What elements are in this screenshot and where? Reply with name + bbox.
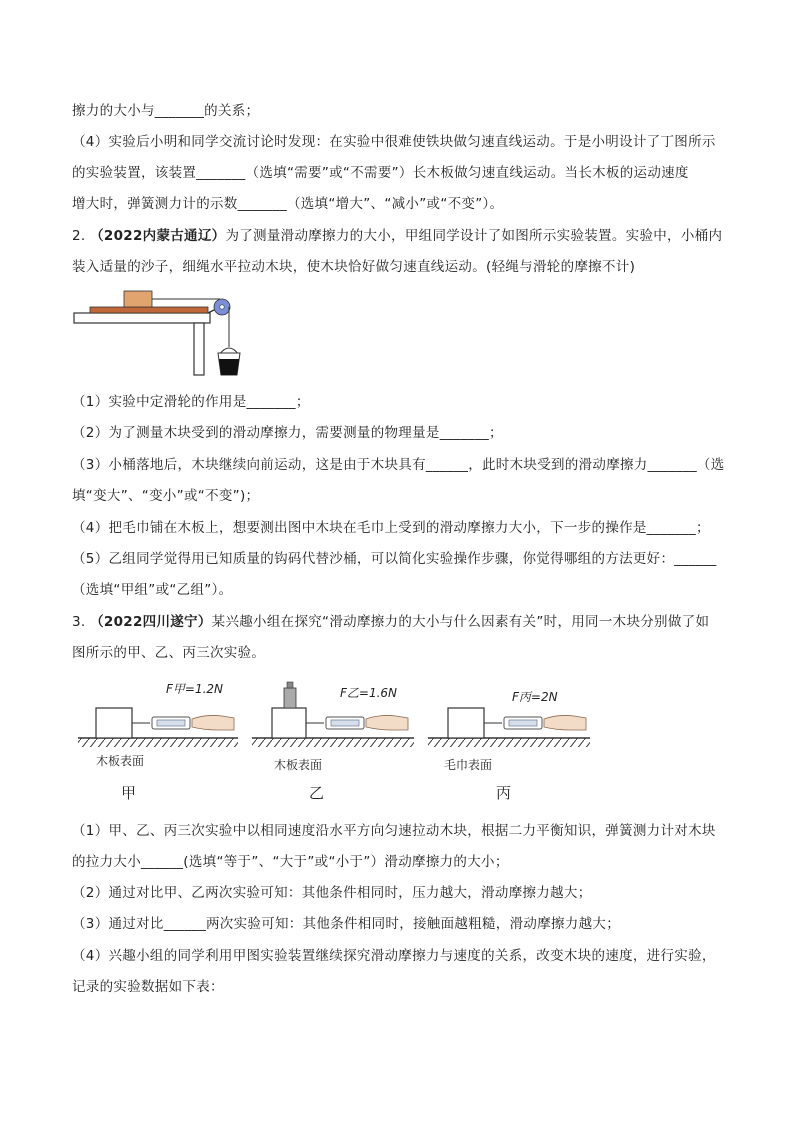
- question-3-line: [72, 612, 709, 632]
- friction-experiment-figure: [72, 670, 602, 750]
- text-line: （4）实验后小明和同学交流讨论时发现：在实验中很难使铁块做匀速直线运动。于是小明设计了丁图所示: [72, 134, 716, 150]
- text-line: （1）甲、乙、丙三次实验中以相同速度沿水平方向匀速拉动木块，根据二力平衡知识，弹簧测力计对木块: [72, 823, 716, 839]
- surface-label-jia: 木板表面: [96, 754, 145, 768]
- figure-label-bing: 丙: [496, 784, 512, 802]
- question-source: （2022内蒙古通辽）: [90, 228, 226, 244]
- setup-bing: [428, 708, 590, 747]
- surface-label-yi: 木板表面: [274, 758, 323, 772]
- text-line: 的实验装置，该装置_______（选填“需要”或“不需要”）长木板做匀速直线运动。当长木板的运动速度: [72, 165, 689, 181]
- text-line: （2）为了测量木块受到的滑动摩擦力，需要测量的物理量是_______；: [72, 425, 503, 441]
- question-text: 某兴趣小组在探究“滑动摩擦力的大小与什么因素有关”时，用同一木块分别做了如: [211, 614, 710, 630]
- question-text: 为了测量滑动摩擦力的大小，甲组同学设计了如图所示实验装置。实验中，小桶内: [225, 228, 723, 244]
- force-label-jia: F甲=1.2N: [166, 682, 224, 696]
- force-label-bing: F丙=2N: [512, 690, 558, 704]
- figure-label-yi: 乙: [309, 784, 325, 802]
- setup-jia: [78, 708, 238, 747]
- text-line: 擦力的大小与_______的关系；: [72, 103, 260, 119]
- question-number: 2.: [72, 228, 86, 244]
- text-line: （3）通过对比______两次实验可知：其他条件相同时，接触面越粗糙，滑动摩擦力越大；: [72, 916, 620, 932]
- question-2-line: [72, 226, 722, 246]
- text-line: （3）小桶落地后，木块继续向前运动，这是由于木块具有______，此时木块受到的滑动摩擦力_______（选: [72, 457, 725, 473]
- text-line: 记录的实验数据如下表：: [72, 979, 224, 995]
- text-line: 的拉力大小______(选填“等于”、“大于”或“小于”）滑动摩擦力的大小；: [72, 854, 509, 870]
- text-line: （选填“甲组”或“乙组”）。: [72, 582, 233, 598]
- text-line: （1）实验中定滑轮的作用是_______；: [72, 394, 310, 410]
- figure-label-jia: 甲: [121, 784, 137, 802]
- question-number: 3.: [72, 614, 86, 630]
- text-line: （2）通过对比甲、乙两次实验可知：其他条件相同时，压力越大，滑动摩擦力越大；: [72, 885, 592, 901]
- text-line: （4）兴趣小组的同学利用甲图实验装置继续探究滑动摩擦力与速度的关系，改变木块的速度，进行实验，: [72, 948, 716, 964]
- text-line: 图所示的甲、乙、丙三次实验。: [72, 645, 266, 661]
- pulley-apparatus-figure: [72, 285, 252, 380]
- text-line: 填“变大”、“变小”或“不变”)；: [72, 488, 260, 504]
- text-line: 增大时，弹簧测力计的示数_______（选填“增大”、“减小”或“不变”）。: [72, 196, 504, 212]
- surface-label-bing: 毛巾表面: [444, 758, 493, 772]
- question-source: （2022四川遂宁）: [90, 614, 212, 630]
- text-line: （4）把毛巾铺在木板上，想要测出图中木块在毛巾上受到的滑动摩擦力大小，下一步的操作是_______；: [72, 520, 710, 536]
- text-line: 装入适量的沙子，细绳水平拉动木块，使木块恰好做匀速直线运动。(轻绳与滑轮的摩擦不计): [72, 259, 636, 275]
- text-line: （5）乙组同学觉得用已知质量的钩码代替沙桶，可以简化实验操作步骤，你觉得哪组的方法更好：______: [72, 551, 717, 567]
- force-label-yi: F乙=1.6N: [340, 686, 398, 700]
